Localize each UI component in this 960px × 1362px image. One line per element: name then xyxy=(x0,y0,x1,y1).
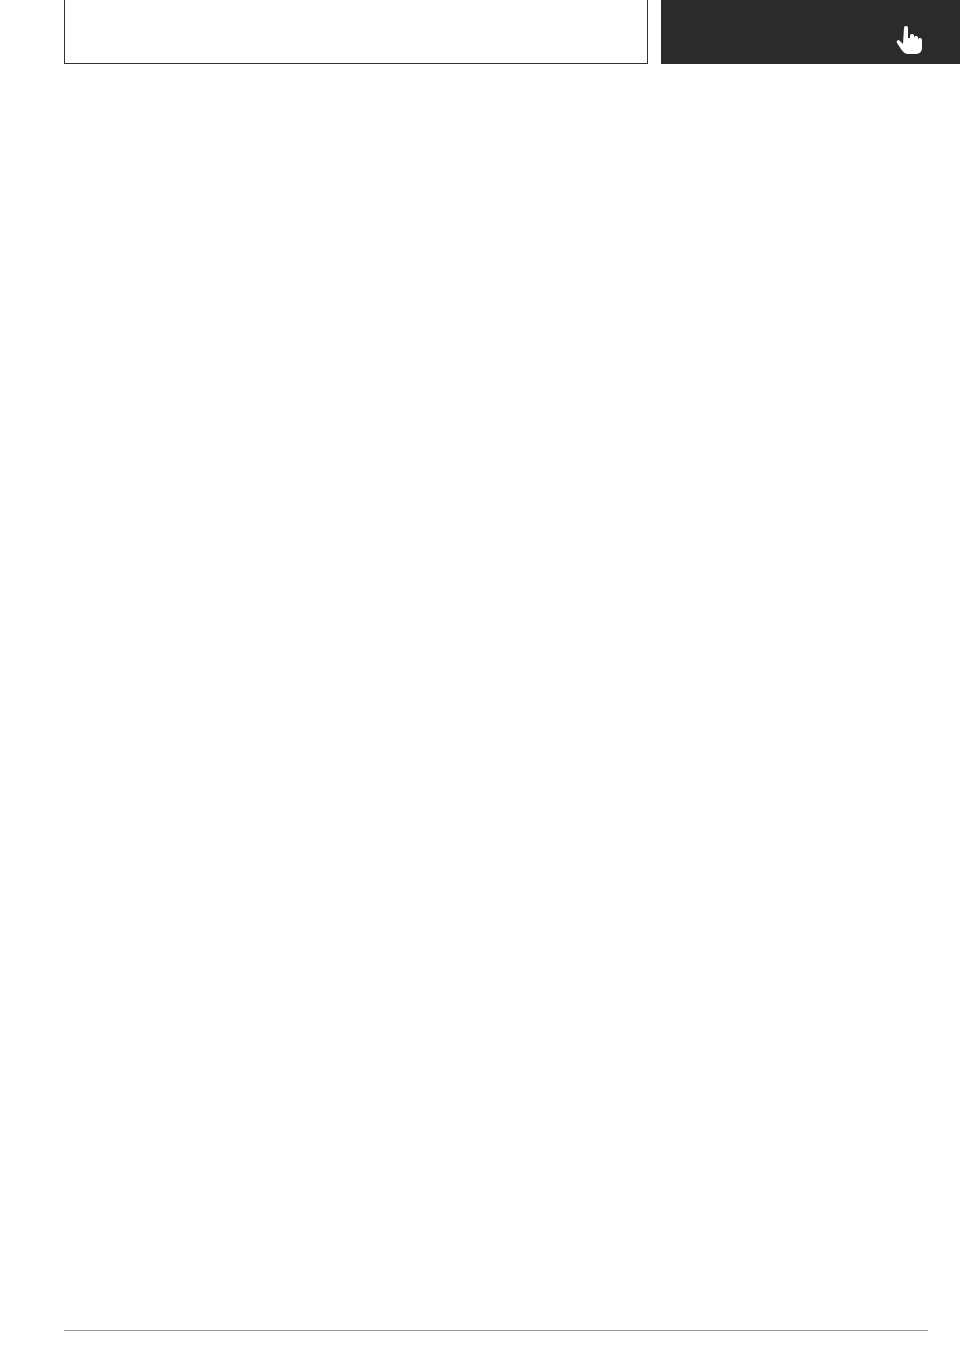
header-section-box xyxy=(64,0,648,64)
footer-divider xyxy=(64,1330,928,1331)
header-chapter-box xyxy=(661,0,960,64)
hand-pointer-icon xyxy=(896,26,922,54)
